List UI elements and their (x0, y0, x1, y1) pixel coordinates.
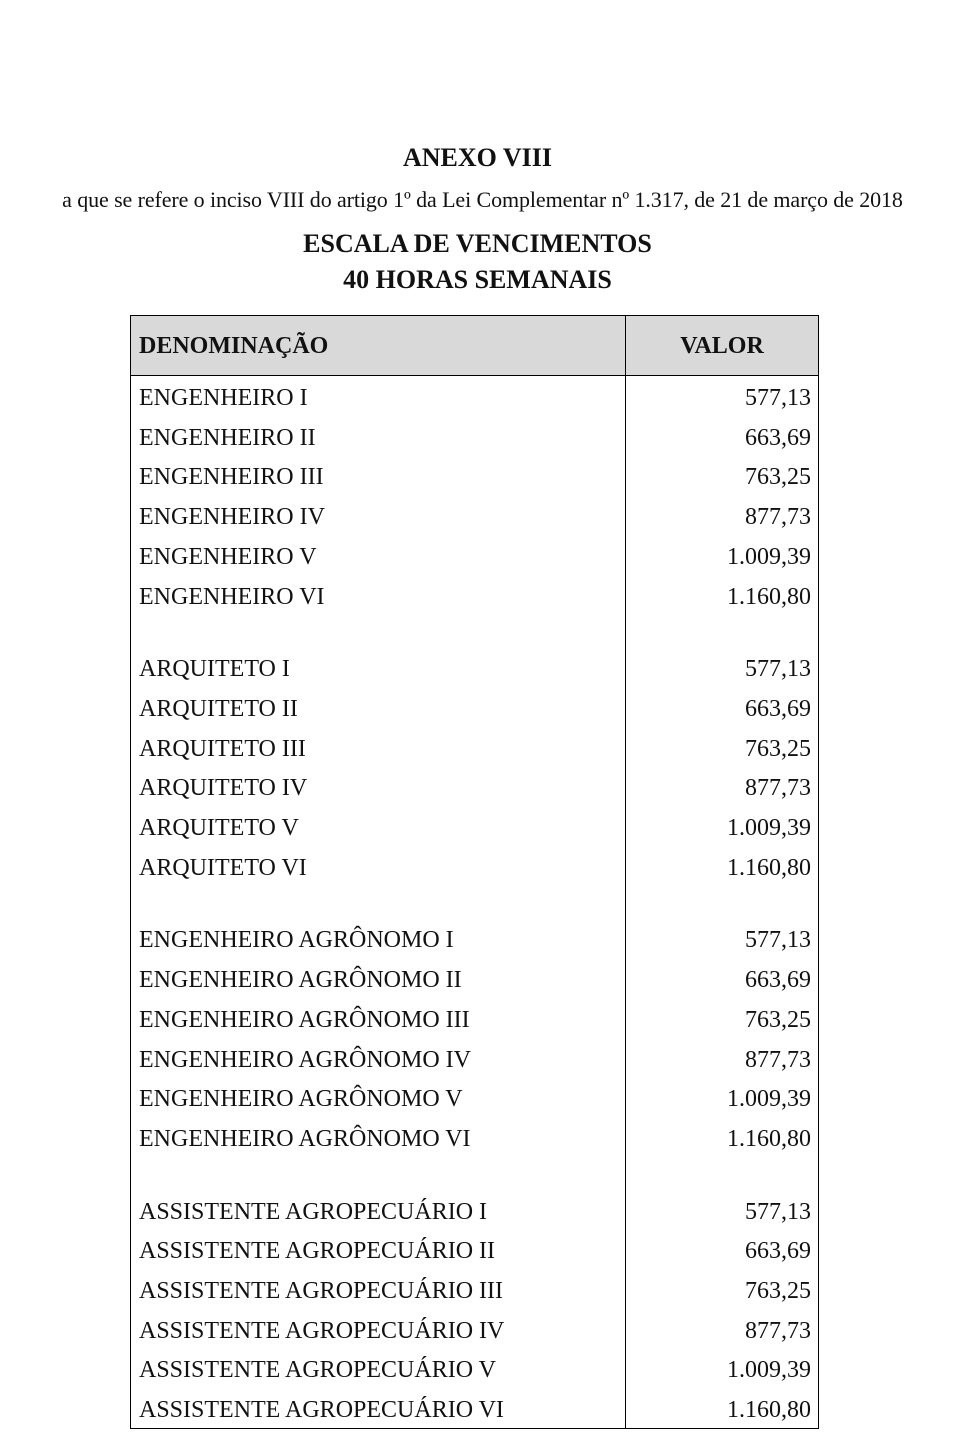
table-row (131, 731, 818, 767)
cell-valor: 663,69 (745, 424, 811, 451)
cell-denominacao: ENGENHEIRO AGRÔNOMO VI (139, 1125, 471, 1152)
cell-denominacao: ENGENHEIRO AGRÔNOMO III (139, 1006, 470, 1033)
cell-denominacao: ENGENHEIRO I (139, 385, 308, 411)
cell-valor: 663,69 (745, 967, 811, 994)
cell-valor: 877,73 (745, 504, 811, 531)
cell-denominacao: ENGENHEIRO AGRÔNOMO II (139, 967, 462, 994)
table-row (131, 691, 818, 727)
table-row (131, 850, 818, 886)
cell-denominacao: ARQUITETO V (139, 815, 299, 841)
legal-reference: a que se refere o inciso VIII do artigo 1º da Lei Complementar nº 1.317, de 21 de março de 2018 (62, 187, 903, 212)
cell-denominacao: ENGENHEIRO AGRÔNOMO V (139, 1086, 463, 1113)
cell-denominacao: ASSISTENTE AGROPECUÁRIO II (139, 1238, 496, 1265)
table-row (131, 499, 818, 535)
cell-denominacao: ENGENHEIRO III (139, 464, 324, 491)
cell-denominacao: ARQUITETO II (139, 695, 298, 722)
cell-valor: 1.009,39 (727, 1086, 811, 1113)
cell-denominacao: ARQUITETO I (139, 656, 290, 683)
table-row (131, 1081, 818, 1117)
cell-denominacao: ENGENHEIRO AGRÔNOMO IV (139, 1046, 471, 1073)
table-row (131, 651, 818, 687)
table-row (131, 770, 818, 806)
cell-valor: 577,13 (745, 656, 811, 683)
table-row (131, 539, 818, 575)
cell-valor: 877,73 (745, 1046, 811, 1073)
cell-valor: 1.160,80 (727, 1125, 811, 1152)
cell-valor: 1.009,39 (727, 1357, 811, 1384)
cell-valor: 763,25 (745, 735, 811, 762)
scale-title: ESCALA DE VENCIMENTOS (303, 229, 652, 258)
cell-valor: 877,73 (745, 1317, 811, 1344)
cell-denominacao: ARQUITETO IV (139, 775, 308, 802)
table-row (131, 922, 818, 958)
cell-valor: 1.160,80 (727, 854, 811, 881)
table-row (131, 579, 818, 615)
salary-table (130, 315, 819, 1429)
table-row (131, 810, 818, 846)
cell-valor: 1.009,39 (727, 543, 811, 570)
cell-denominacao: ENGENHEIRO II (139, 424, 316, 451)
cell-denominacao: ASSISTENTE AGROPECUÁRIO IV (139, 1317, 505, 1344)
cell-valor: 1.160,80 (727, 583, 811, 610)
cell-denominacao: ARQUITETO III (139, 735, 306, 762)
cell-valor: 577,13 (745, 1198, 811, 1225)
cell-valor: 763,25 (745, 1006, 811, 1033)
table-row (131, 1273, 818, 1309)
table-row (131, 1313, 818, 1349)
table-row (131, 459, 818, 495)
annex-title: ANEXO VIII (402, 143, 553, 172)
table-header (131, 316, 818, 376)
cell-denominacao: ASSISTENTE AGROPECUÁRIO I (139, 1198, 488, 1225)
cell-denominacao: ENGENHEIRO VI (139, 583, 325, 610)
cell-valor: 1.009,39 (727, 815, 811, 841)
cell-denominacao: ASSISTENTE AGROPECUÁRIO III (139, 1278, 504, 1304)
header-valor: VALOR (680, 333, 764, 359)
cell-denominacao: ENGENHEIRO V (139, 543, 317, 570)
hours-title: 40 HORAS SEMANAIS (343, 265, 612, 294)
table-row (131, 420, 818, 456)
cell-denominacao: ASSISTENTE AGROPECUÁRIO VI (139, 1397, 504, 1424)
table-row (131, 1392, 818, 1428)
table-row (131, 1002, 818, 1038)
cell-valor: 763,25 (745, 464, 811, 491)
cell-denominacao: ENGENHEIRO AGRÔNOMO I (139, 927, 454, 954)
table-row (131, 1233, 818, 1269)
table-row (131, 1042, 818, 1078)
table-row (131, 962, 818, 998)
table-row (131, 1194, 818, 1230)
cell-valor: 577,13 (745, 927, 811, 954)
cell-denominacao: ARQUITETO VI (139, 854, 307, 881)
cell-valor: 763,25 (745, 1278, 811, 1304)
header-denominacao: DENOMINAÇÃO (139, 333, 329, 359)
table-row (131, 380, 818, 416)
table-row (131, 1121, 818, 1157)
cell-denominacao: ASSISTENTE AGROPECUÁRIO V (139, 1357, 496, 1384)
cell-denominacao: ENGENHEIRO IV (139, 504, 325, 531)
cell-valor: 577,13 (745, 385, 811, 411)
table-row (131, 1352, 818, 1388)
cell-valor: 1.160,80 (727, 1397, 811, 1424)
cell-valor: 663,69 (745, 1238, 811, 1265)
cell-valor: 663,69 (745, 695, 811, 722)
cell-valor: 877,73 (745, 775, 811, 802)
